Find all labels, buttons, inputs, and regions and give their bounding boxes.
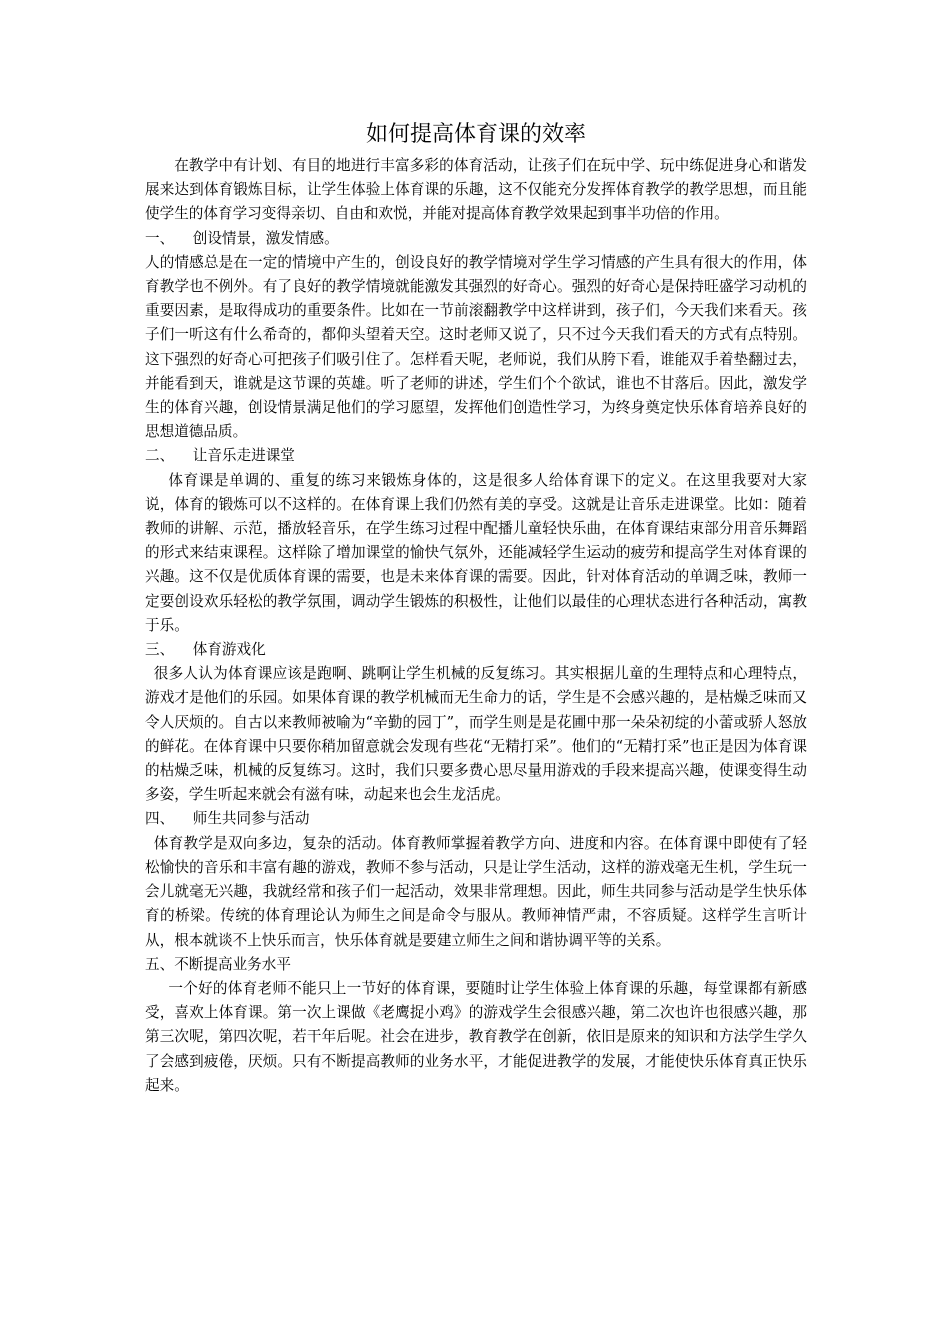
section-1-body: 人的情感总是在一定的情境中产生的，创设良好的教学情境对学生学习情感的产生具有很大的作用，体育教学也不例外。有了良好的教学情境就能激发其强烈的好奇心。强烈的好奇心是保持旺盛学习动机的重要因素，是取得成功的重要条件。比如在一节前滚翻教学中这样讲到，孩子们，今天我们来看天。孩子们一听这有什么希奇的，都仰头望着天空。这时老师又说了，只不过今天我们看天的方式有点特别。这下强烈的好奇心可把孩子们吸引住了。怎样看天呢，老师说，我们从胯下看，谁能双手着垫翻过去，并能看到天，谁就是这节课的英雄。听了老师的讲述，学生们个个欲试，谁也不甘落后。因此，激发学生的体育兴趣，创设情景满足他们的学习愿望，发挥他们创造性学习，为终身奠定快乐体育培养良好的思想道德品质。	[145, 253, 807, 441]
section-5-body: 一个好的体育老师不能只上一节好的体育课，要随时让学生体验上体育课的乐趣，每堂课都有新感受，喜欢上体育课。第一次上课做《老鹰捉小鸡》的游戏学生会很感兴趣，第二次也许也很感兴趣，那第三次呢，第四次呢，若干年后呢。社会在进步，教育教学在创新，依旧是原来的知识和方法学生学久了会感到疲倦，厌烦。只有不断提高教师的业务水平，才能促进教学的发展，才能使快乐体育真正快乐起来。	[145, 979, 807, 1094]
section-3-heading: 三、 体育游戏化	[145, 641, 266, 659]
section-1-heading: 一、 创设情景，激发情感。	[145, 229, 339, 247]
intro-paragraph: 在教学中有计划、有目的地进行丰富多彩的体育活动，让孩子们在玩中学、玩中练促进身心和谐发展来达到体育锻炼目标，让学生体验上体育课的乐趣，这不仅能充分发挥体育教学的教学思想，而且能使学生的体育学习变得亲切、自由和欢悦，并能对提高体育教学效果起到事半功倍的作用。	[145, 157, 807, 223]
section-3-body: 很多人认为体育课应该是跑啊、跳啊让学生机械的反复练习。其实根据儿童的生理特点和心理特点，游戏才是他们的乐园。如果体育课的教学机械而无生命力的话，学生是不会感兴趣的，是枯燥乏味而又令人厌烦的。自古以来教师被喻为“辛勤的园丁”，而学生则是是花圃中那一朵朵初绽的小蕾或骄人怒放的鲜花。在体育课中只要你稍加留意就会发现有些花“无精打采”。他们的“无精打采”也正是因为体育课的枯燥乏味，机械的反复练习。这时，我们只要多费心思尽量用游戏的手段来提高兴趣，使课变得生动多姿，学生听起来就会有滋有味，动起来也会生龙活虎。	[145, 665, 807, 804]
section-4-heading: 四、 师生共同参与活动	[145, 810, 310, 828]
section-2-heading: 二、 让音乐走进课堂	[145, 447, 295, 465]
section-2-body: 体育课是单调的、重复的练习来锻炼身体的，这是很多人给体育课下的定义。在这里我要对大家说，体育的锻炼可以不这样的。在体育课上我们仍然有美的享受。这就是让音乐走进课堂。比如：随着教师的讲解、示范，播放轻音乐，在学生练习过程中配播儿童轻快乐曲，在体育课结束部分用音乐舞蹈的形式来结束课程。这样除了增加课堂的愉快气氛外，还能减轻学生运动的疲劳和提高学生对体育课的兴趣。这不仅是优质体育课的需要，也是未来体育课的需要。因此，针对体育活动的单调乏味，教师一定要创设欢乐轻松的教学氛围，调动学生锻炼的积极性，让他们以最佳的心理状态进行各种活动，寓教于乐。	[145, 471, 807, 634]
document-title: 如何提高体育课的效率	[365, 122, 586, 147]
section-4-body: 体育教学是双向多边，复杂的活动。体育教师掌握着教学方向、进度和内容。在体育课中即使有了轻松愉快的音乐和丰富有趣的游戏，教师不参与活动，只是让学生活动，这样的游戏毫无生机，学生玩一会儿就毫无兴趣，我就经常和孩子们一起活动，效果非常理想。因此，师生共同参与活动是学生快乐体育的桥梁。传统的体育理论认为师生之间是命令与服从。教师神情严肃，不容质疑。这样学生言听计从，根本就谈不上快乐而言，快乐体育就是要建立师生之间和谐协调平等的关系。	[145, 834, 807, 949]
section-5-heading: 五、不断提高业务水平	[145, 955, 291, 973]
document-page	[145, 118, 807, 1098]
